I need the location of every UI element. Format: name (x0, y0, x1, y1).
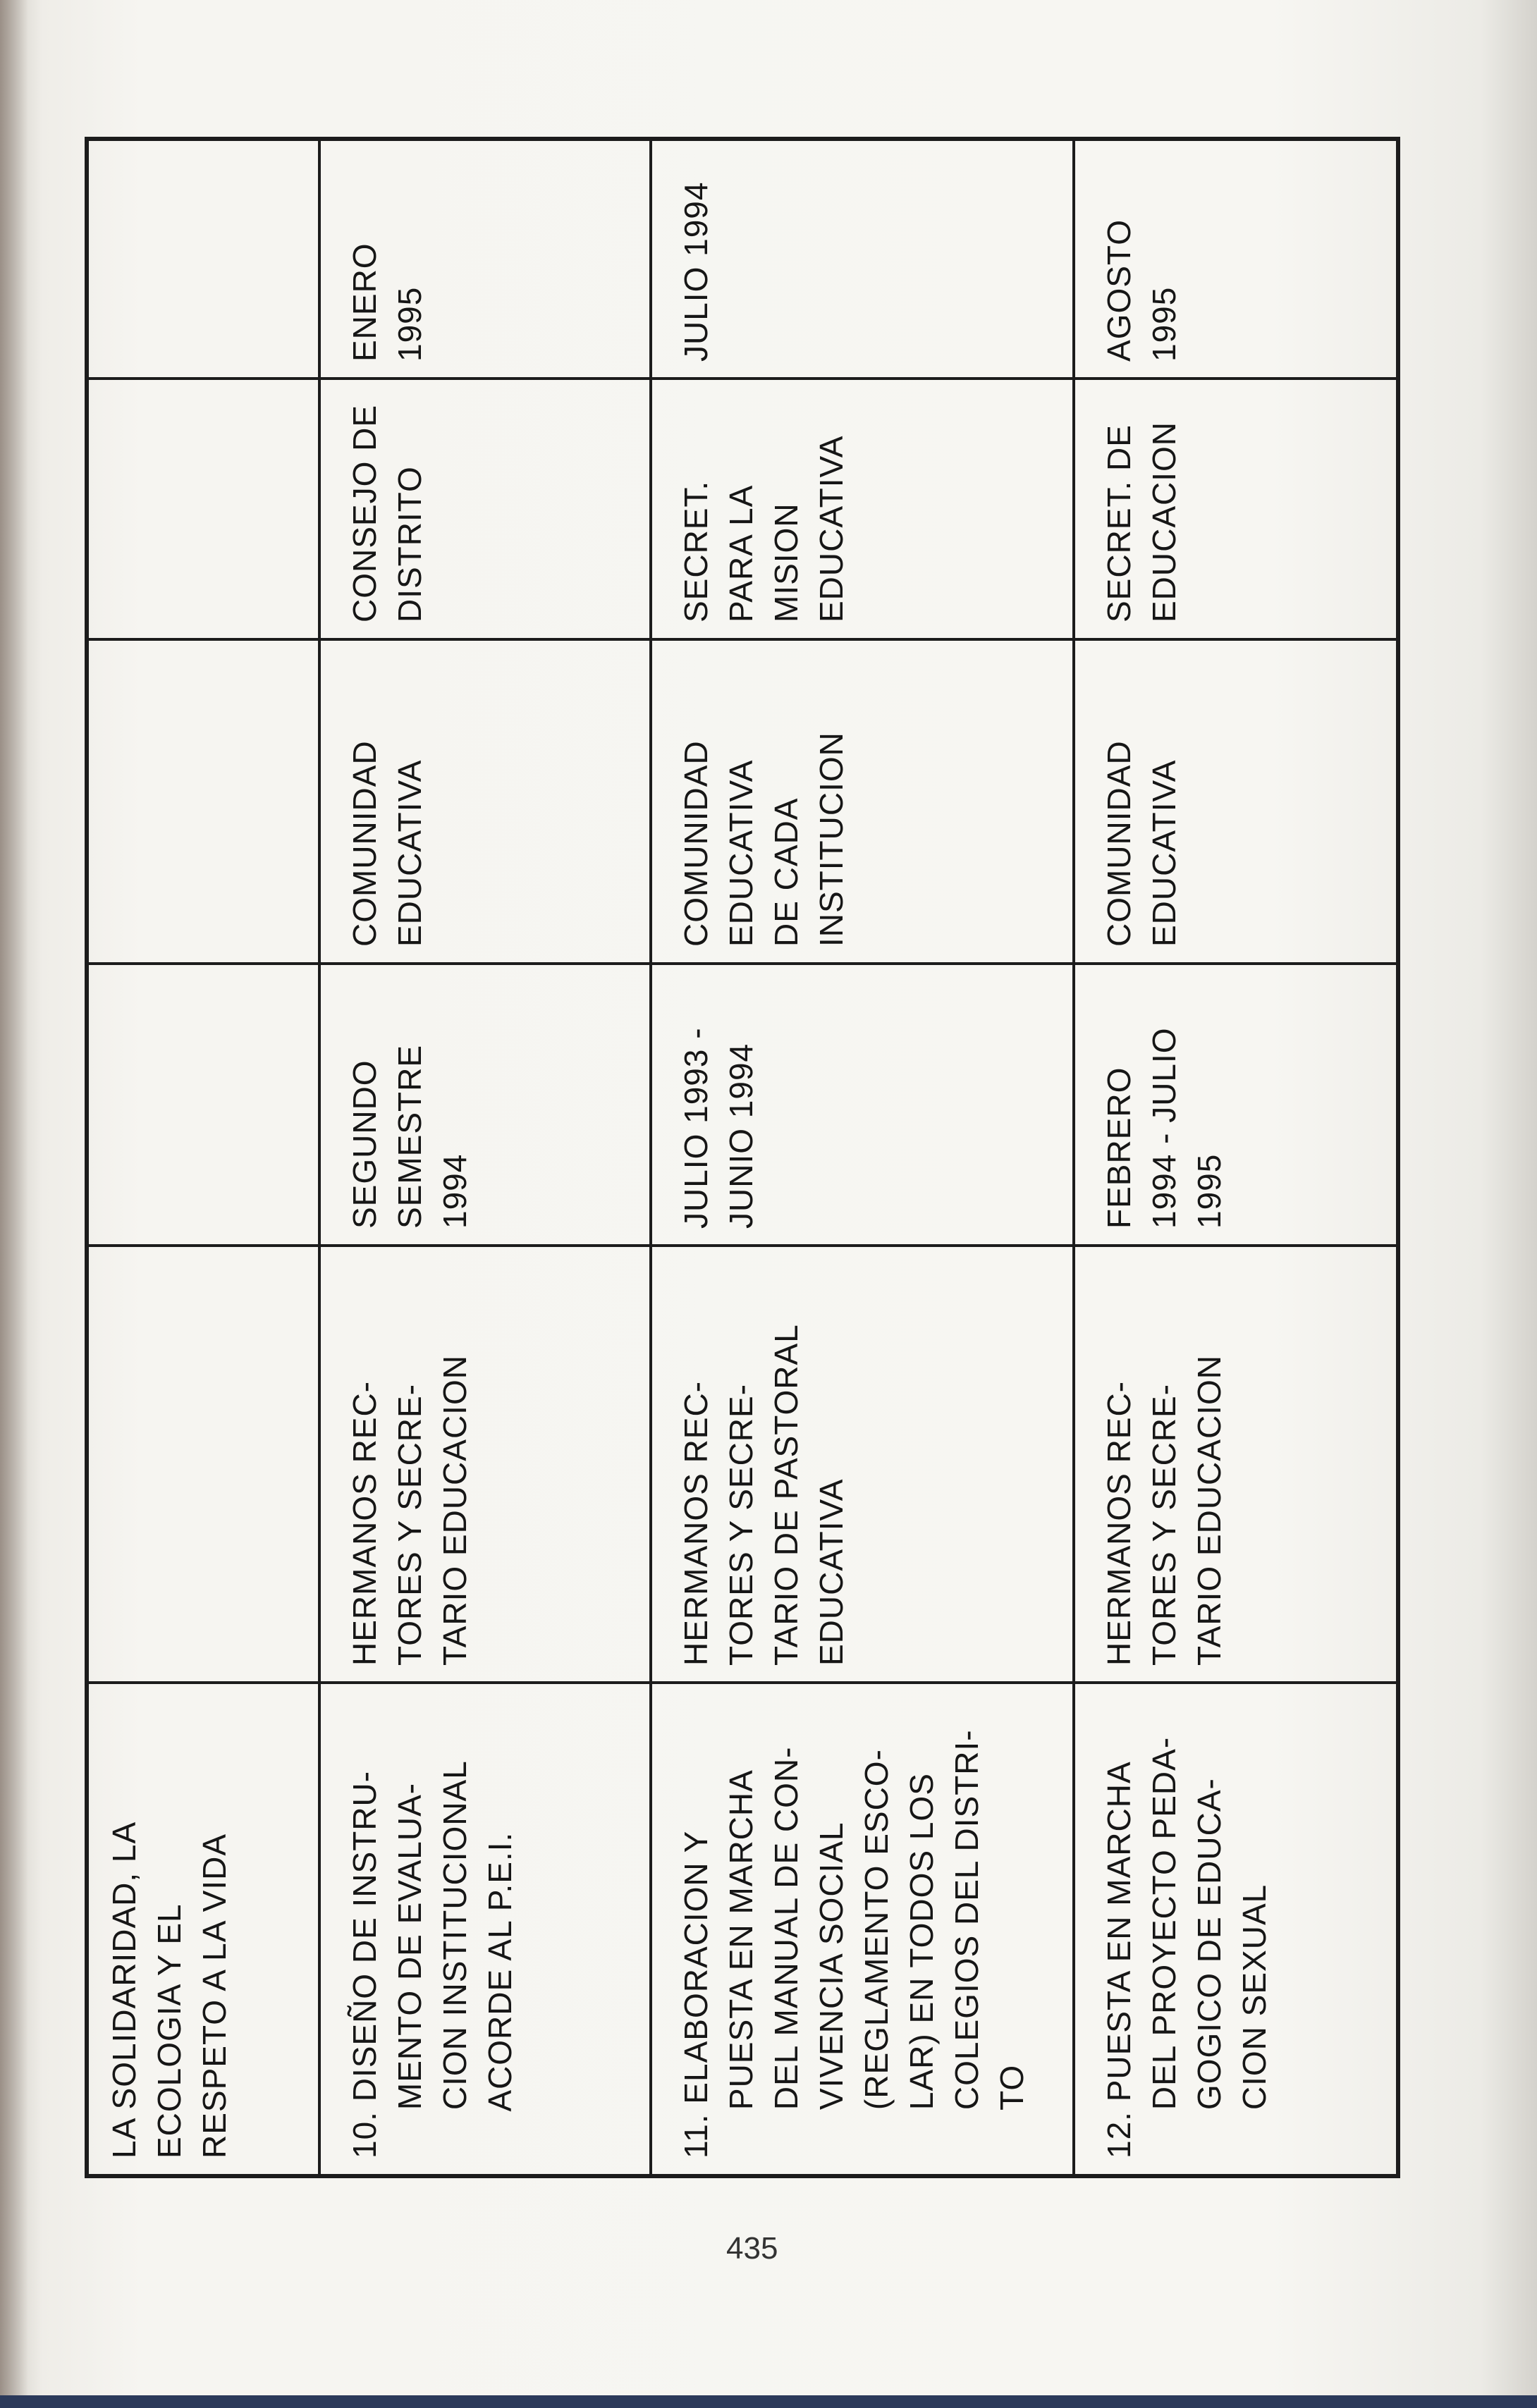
spine-shadow (0, 0, 28, 2408)
cell-text-line: DISTRITO (391, 466, 428, 622)
cell-addressee (1074, 639, 1398, 964)
cover-edge (0, 2395, 1537, 2408)
cell-date (87, 964, 319, 1246)
cell-text-line: EDUCATIVA (813, 1478, 850, 1666)
cell-text-line: 1995 (1191, 1153, 1227, 1229)
cell-text-line: ACORDE AL P.E.I. (482, 1831, 518, 2158)
cell-text-line: MISION (768, 503, 804, 622)
cell-text-line: JUNIO 1994 (723, 1043, 759, 1229)
cell-coordinator (319, 379, 651, 639)
cell-text-line: 10. DISEÑO DE INSTRU- (346, 1770, 383, 2158)
cell-text-line: EDUCATIVA (1146, 759, 1182, 947)
cell-text-line: PARA LA (723, 484, 759, 622)
table-row (87, 139, 319, 2176)
cell-evaluation (319, 139, 651, 379)
cell-activity (87, 1683, 319, 2176)
cell-text-line: DEL MANUAL DE CON- (768, 1746, 804, 2158)
cell-text-line: JULIO 1993 - (678, 1027, 714, 1229)
cell-text-line: PUESTA EN MARCHA (723, 1769, 759, 2158)
table-row (319, 139, 651, 2176)
cell-text-line: SEGUNDO (346, 1059, 383, 1229)
cell-addressee (87, 639, 319, 964)
cell-evaluation (651, 139, 1074, 379)
page-number: 435 (726, 2231, 778, 2266)
cell-text-line: COMUNIDAD (1101, 740, 1137, 947)
cell-text-line: JULIO 1994 (678, 181, 714, 362)
cell-text-line: INSTITUCION (813, 732, 850, 947)
cell-text-line: 12. PUESTA EN MARCHA (1101, 1761, 1137, 2158)
cell-text-line: 1994 (436, 1153, 473, 1229)
cell-coordinator (651, 379, 1074, 639)
cell-text-line: TARIO EDUCACION (436, 1355, 473, 1666)
cell-activity (651, 1683, 1074, 2176)
cell-text-line: TARIO DE PASTORAL (768, 1324, 804, 1666)
cell-text-line: 1995 (1146, 286, 1182, 362)
cell-text-line: ECOLOGIA Y EL (151, 1903, 188, 2158)
cell-text-line: CION SEXUAL (1236, 1884, 1273, 2158)
cell-text-line: TORES Y SECRE- (391, 1383, 428, 1666)
cell-text-line: SEMESTRE (391, 1044, 428, 1229)
cell-text-line: HERMANOS REC- (346, 1380, 383, 1666)
cell-text-line: 11. ELABORACION Y (678, 1830, 714, 2158)
cell-evaluation (87, 139, 319, 379)
cell-responsible (319, 1246, 651, 1683)
cell-text-line: TARIO EDUCACION (1191, 1355, 1227, 1666)
cell-text-line: ENERO (346, 242, 383, 362)
cell-text-line: 1995 (391, 286, 428, 362)
cell-text-line: TORES Y SECRE- (723, 1383, 759, 1666)
cell-text-line: LAR) EN TODOS LOS (903, 1773, 940, 2158)
cell-responsible (1074, 1246, 1398, 1683)
cell-coordinator (87, 379, 319, 639)
cell-text-line: DE CADA (768, 797, 804, 947)
table-row (651, 139, 1074, 2176)
cell-addressee (319, 639, 651, 964)
cell-text-line: EDUCATIVA (813, 435, 850, 622)
cell-coordinator (1074, 379, 1398, 639)
cell-text-line: CONSEJO DE (346, 404, 383, 622)
cell-text-line: 1994 - JULIO (1146, 1027, 1182, 1229)
cell-text-line: EDUCATIVA (723, 759, 759, 947)
cell-text-line: SECRET. (678, 480, 714, 622)
schedule-table (85, 137, 1400, 2178)
cell-date (1074, 964, 1398, 1246)
cell-text-line: TORES Y SECRE- (1146, 1383, 1182, 1666)
cell-text-line: (REGLAMENTO ESCO- (858, 1749, 895, 2158)
cell-text-line: HERMANOS REC- (678, 1380, 714, 1666)
rotated-table-wrapper (85, 141, 1396, 2178)
cell-activity (1074, 1683, 1398, 2176)
table-row (1074, 139, 1398, 2176)
cell-text-line: FEBRERO (1101, 1067, 1137, 1229)
cell-text-line: EDUCACION (1146, 421, 1182, 622)
cell-text-line: MENTO DE EVALUA- (391, 1782, 428, 2158)
cell-date (651, 964, 1074, 1246)
cell-text-line: LA SOLIDARIDAD, LA (106, 1821, 142, 2158)
cell-responsible (87, 1246, 319, 1683)
cell-date (319, 964, 651, 1246)
schedule-table-body (87, 139, 1398, 2176)
cell-text-line: AGOSTO (1101, 219, 1137, 362)
cell-text-line: COMUNIDAD (678, 740, 714, 947)
cell-text-line: HERMANOS REC- (1101, 1380, 1137, 1666)
cell-text-line: COLEGIOS DEL DISTRI- (948, 1729, 985, 2158)
cell-addressee (651, 639, 1074, 964)
cell-text-line: CION INSTITUCIONAL (436, 1760, 473, 2158)
cell-activity (319, 1683, 651, 2176)
cell-responsible (651, 1246, 1074, 1683)
cell-text-line: TO (993, 2064, 1030, 2158)
cell-text-line: GOGICO DE EDUCA- (1191, 1778, 1227, 2158)
cell-text-line: SECRET. DE (1101, 424, 1137, 622)
cell-text-line: RESPETO A LA VIDA (196, 1833, 233, 2158)
cell-text-line: DEL PROYECTO PEDA- (1146, 1736, 1182, 2158)
cell-evaluation (1074, 139, 1398, 379)
cell-text-line: EDUCATIVA (391, 759, 428, 947)
cell-text-line: VIVENCIA SOCIAL (813, 1822, 850, 2158)
cell-text-line: COMUNIDAD (346, 740, 383, 947)
